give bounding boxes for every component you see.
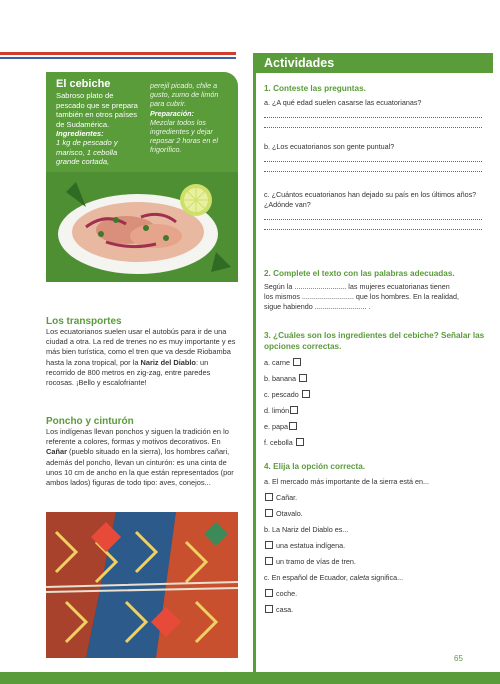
q4-c: c. En español de Ecuador, caleta significa... (264, 572, 404, 582)
q4-a: a. El mercado más importante de la sierra está en... (264, 476, 429, 486)
cebiche-dish-image (46, 172, 238, 282)
transportes-title: Los transportes (46, 316, 122, 327)
preparation-text: Mezclar todos los ingredientes y dejar reposar 2 horas en el frigorífico. (150, 117, 218, 155)
checkbox-icon[interactable] (265, 541, 273, 549)
checkbox-icon[interactable] (265, 605, 273, 613)
checkbox-icon[interactable] (265, 493, 273, 501)
q2-line-3[interactable]: sigue habiendo .......................... . (264, 301, 371, 311)
page-number: 65 (454, 654, 463, 663)
activities-panel (253, 53, 493, 672)
q4-c-option-1[interactable]: coche. (264, 589, 486, 605)
q3-option-d[interactable]: d. limón (264, 406, 486, 422)
q1-title: 1. Conteste las preguntas. (264, 84, 366, 93)
bottom-green-bar (0, 672, 500, 684)
poncho-highlight: Cañar (46, 447, 67, 457)
q1-b: b. ¿Los ecuatorianos son gente puntual? (264, 141, 395, 151)
checkbox-icon[interactable] (290, 406, 298, 414)
question-2 (264, 269, 486, 312)
q1-a-answer-line-1[interactable] (264, 108, 482, 118)
ingredients-text: 1 kg de pescado y marisco, 1 cebolla grande cortada, (56, 138, 118, 167)
preparation-label: Preparación: (150, 108, 194, 118)
top-red-rule (0, 52, 236, 55)
poncho-text (46, 427, 238, 488)
ingredients-label: Ingredientes: (56, 129, 104, 139)
q4-b-option-1[interactable]: una estatua indígena. (264, 541, 486, 557)
q4-title: 4. Elija la opción correcta. (264, 462, 366, 471)
question-4 (264, 462, 486, 621)
activities-heading: Actividades (264, 56, 335, 70)
checkbox-icon[interactable] (296, 438, 304, 446)
q3-option-c[interactable]: c. pescado (264, 390, 486, 406)
question-1 (264, 84, 486, 230)
checkbox-icon[interactable] (265, 509, 273, 517)
q1-c-answer-line-2[interactable] (264, 220, 482, 230)
q1-a: a. ¿A qué edad suelen casarse las ecuatorianas? (264, 97, 422, 107)
recipe-title: El cebiche (56, 78, 111, 90)
q3-option-f[interactable]: f. cebolla (264, 438, 486, 454)
q2-title: 2. Complete el texto con las palabras adecuadas. (264, 269, 455, 278)
top-blue-rule (0, 57, 236, 59)
checkbox-icon[interactable] (289, 422, 297, 430)
q3-title: 3. ¿Cuáles son los ingredientes del cebiche? Señalar las opciones correctas. (264, 331, 485, 351)
checkbox-icon[interactable] (302, 390, 310, 398)
q4-b-option-2[interactable]: un tramo de vías de tren. (264, 557, 486, 573)
poncho-title: Poncho y cinturón (46, 416, 134, 427)
transportes-section (46, 316, 238, 388)
ponchos-textiles-image (46, 512, 238, 658)
recipe-card (46, 72, 238, 282)
recipe-col-2 (150, 81, 232, 155)
q4-c-option-2[interactable]: casa. (264, 605, 486, 621)
activities-header (256, 53, 493, 73)
transportes-highlight: Nariz del Diablo (140, 357, 196, 367)
checkbox-icon[interactable] (293, 358, 301, 366)
transportes-text-b: : un recorrido de 800 metros en zig-zag, entre paredes rocosas. ¡Bello y escalofriante! (46, 357, 211, 388)
recipe-intro: Sabroso plato de pescado que se prepara también en otros países de Sudamérica. (56, 91, 138, 129)
checkbox-icon[interactable] (265, 557, 273, 565)
transportes-text (46, 327, 238, 388)
transportes-text-a: Los ecuatorianos suelen usar el autobús para ir de una ciudad a otra. La red de trenes no es muy importante y es más bien turística, como el tren que va desde Riobamba hasta la zona tropical, por la (46, 327, 236, 367)
recipe-col-1 (56, 80, 142, 167)
poncho-section (46, 416, 238, 488)
q1-a-answer-line-2[interactable] (264, 118, 482, 128)
q2-line-2[interactable]: los mismos .......................... que los hombres. En la realidad, (264, 291, 459, 301)
poncho-text-a: Los indígenas llevan ponchos y siguen la tradición en lo referente a colores, formas y motivos decorativos. En (46, 427, 229, 447)
ingredients-continued: perejil picado, chile a gusto, zumo de limón para cubrir. (150, 81, 219, 109)
q2-line-1[interactable]: Según la .......................... las mujeres ecuatorianas tienen (264, 281, 450, 291)
question-3 (264, 331, 486, 454)
q4-a-option-2[interactable]: Otavalo. (264, 509, 486, 525)
q3-option-e[interactable]: e. papa (264, 422, 486, 438)
q1-b-answer-line-1[interactable] (264, 152, 482, 162)
checkbox-icon[interactable] (299, 374, 307, 382)
q1-b-answer-line-2[interactable] (264, 162, 482, 172)
q1-c: c. ¿Cuántos ecuatorianos han dejado su país en los últimos años? ¿Adónde van? (264, 189, 477, 209)
poncho-text-b: (pueblo situado en la sierra), los hombres cañari, además del poncho, llevan un cinturón: es una cinta de unos 10 cm de ancho en la que están representados (por ambos lados) figuras de todo tipo: aves, conejos... (46, 447, 234, 488)
q3-option-b[interactable]: b. banana (264, 374, 486, 390)
q3-option-a[interactable]: a. carne (264, 358, 486, 374)
checkbox-icon[interactable] (265, 589, 273, 597)
q4-a-option-1[interactable]: Cañar. (264, 493, 486, 509)
q4-b: b. La Nariz del Diablo es... (264, 524, 349, 534)
q1-c-answer-line-1[interactable] (264, 210, 482, 220)
